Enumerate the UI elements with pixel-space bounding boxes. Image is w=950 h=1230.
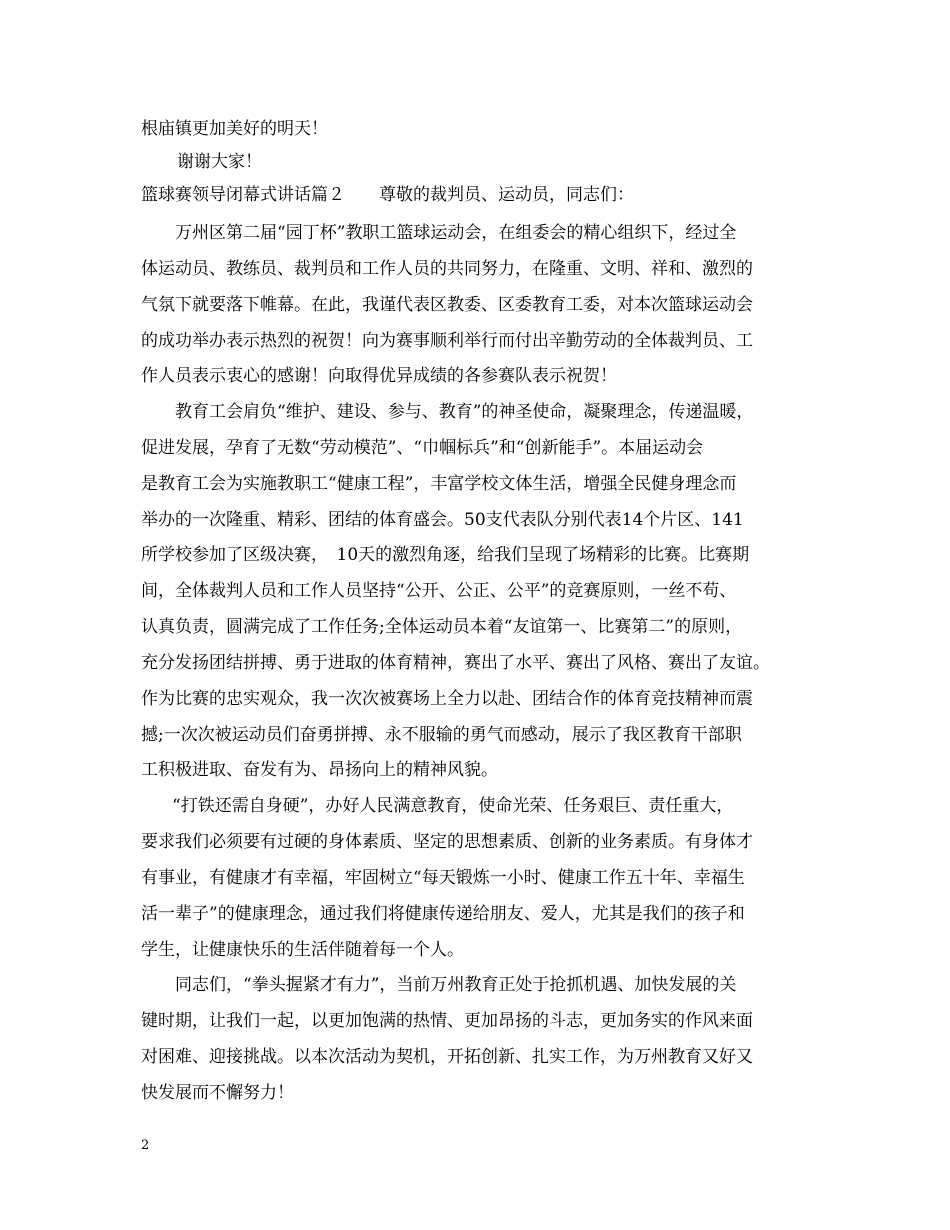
text-line: 是教育工会为实施教职工“健康工程”，丰富学校文体生活，增强全民健身理念而 xyxy=(141,474,737,494)
section-heading-line: 篮球赛领导闭幕式讲话篇２ 尊敬的裁判员、运动员，同志们： xyxy=(141,185,634,205)
text-line: 键时期，让我们一起，以更加饱满的热情、更加昂扬的斗志，更加务实的作风来面 xyxy=(141,1011,753,1031)
text-line: 教育工会肩负“维护、建设、参与、教育”的神圣使命，凝聚理念，传递温暖， xyxy=(175,402,754,422)
text-line: 有事业，有健康才有幸福，牢固树立“每天锻炼一小时、健康工作五十年、幸福生 xyxy=(141,868,745,888)
text-line: 要求我们必须要有过硬的身体素质、坚定的思想素质、创新的业务素质。有身体才 xyxy=(141,832,753,852)
text-line: 同志们，“拳头握紧才有力”，当前万州教育正处于抢抓机遇、加快发展的关 xyxy=(175,975,737,995)
text-line: 活一辈子”的健康理念，通过我们将健康传递给朋友、爱人，尤其是我们的孩子和 xyxy=(141,904,745,924)
text-line: 的成功举办表示热烈的祝贺！向为赛事顺利举行而付出辛勤劳动的全体裁判员、工 xyxy=(141,331,753,351)
page-number: 2 xyxy=(141,1138,150,1153)
text-line: 作人员表示衷心的感谢！向取得优异成绩的各参赛队表示祝贺！ xyxy=(141,366,617,386)
text-line: 工积极进取、奋发有为、昂扬向上的精神风貌。 xyxy=(141,760,498,780)
text-line: 气氛下就要落下帷幕。在此，我谨代表区教委、区委教育工委，对本次篮球运动会 xyxy=(141,295,753,315)
text-line: 对困难、迎接挑战。以本次活动为契机，开拓创新、扎实工作，为万州教育又好又 xyxy=(141,1047,753,1067)
text-line: 万州区第二届“园丁杯”教职工篮球运动会，在组委会的精心组织下，经过全 xyxy=(175,223,737,243)
text-line: 作为比赛的忠实观众，我一次次被赛场上全力以赴、团结合作的体育竞技精神而震 xyxy=(141,689,753,709)
text-line: 举办的一次隆重、精彩、团结的体育盛会。50支代表队分别代表14个片区、141 xyxy=(141,510,744,530)
text-line: “打铁还需自身硬”，办好人民满意教育，使命光荣、任务艰巨、责任重大， xyxy=(172,796,734,816)
text-line: 根庙镇更加美好的明天！ xyxy=(141,119,328,139)
text-line: 间，全体裁判人员和工作人员坚持“公开、公正、公平”的竞赛原则，一丝不苟、 xyxy=(141,581,737,601)
text-line: 快发展而不懈努力！ xyxy=(141,1083,294,1103)
text-line: 体运动员、教练员、裁判员和工作人员的共同努力，在隆重、文明、祥和、激烈的 xyxy=(141,259,753,279)
text-line: 促进发展，孕育了无数“劳动模范”、“巾帼标兵”和“创新能手”。本届运动会 xyxy=(141,438,704,458)
text-line: 谢谢大家！ xyxy=(177,152,262,172)
text-line: 学生，让健康快乐的生活伴随着每一个人。 xyxy=(141,940,464,960)
text-line: 撼;一次次被运动员们奋勇拼搏、永不服输的勇气而感动，展示了我区教育干部职 xyxy=(141,725,742,745)
text-line: 认真负责，圆满完成了工作任务;全体运动员本着“友谊第一、比赛第二”的原则， xyxy=(141,617,743,637)
text-line: 所学校参加了区级决赛， 10天的激烈角逐，给我们呈现了场精彩的比赛。比赛期 xyxy=(141,545,750,565)
text-line: 充分发扬团结拼搏、勇于进取的体育精神，赛出了水平、赛出了风格、赛出了友谊。 xyxy=(141,653,770,673)
